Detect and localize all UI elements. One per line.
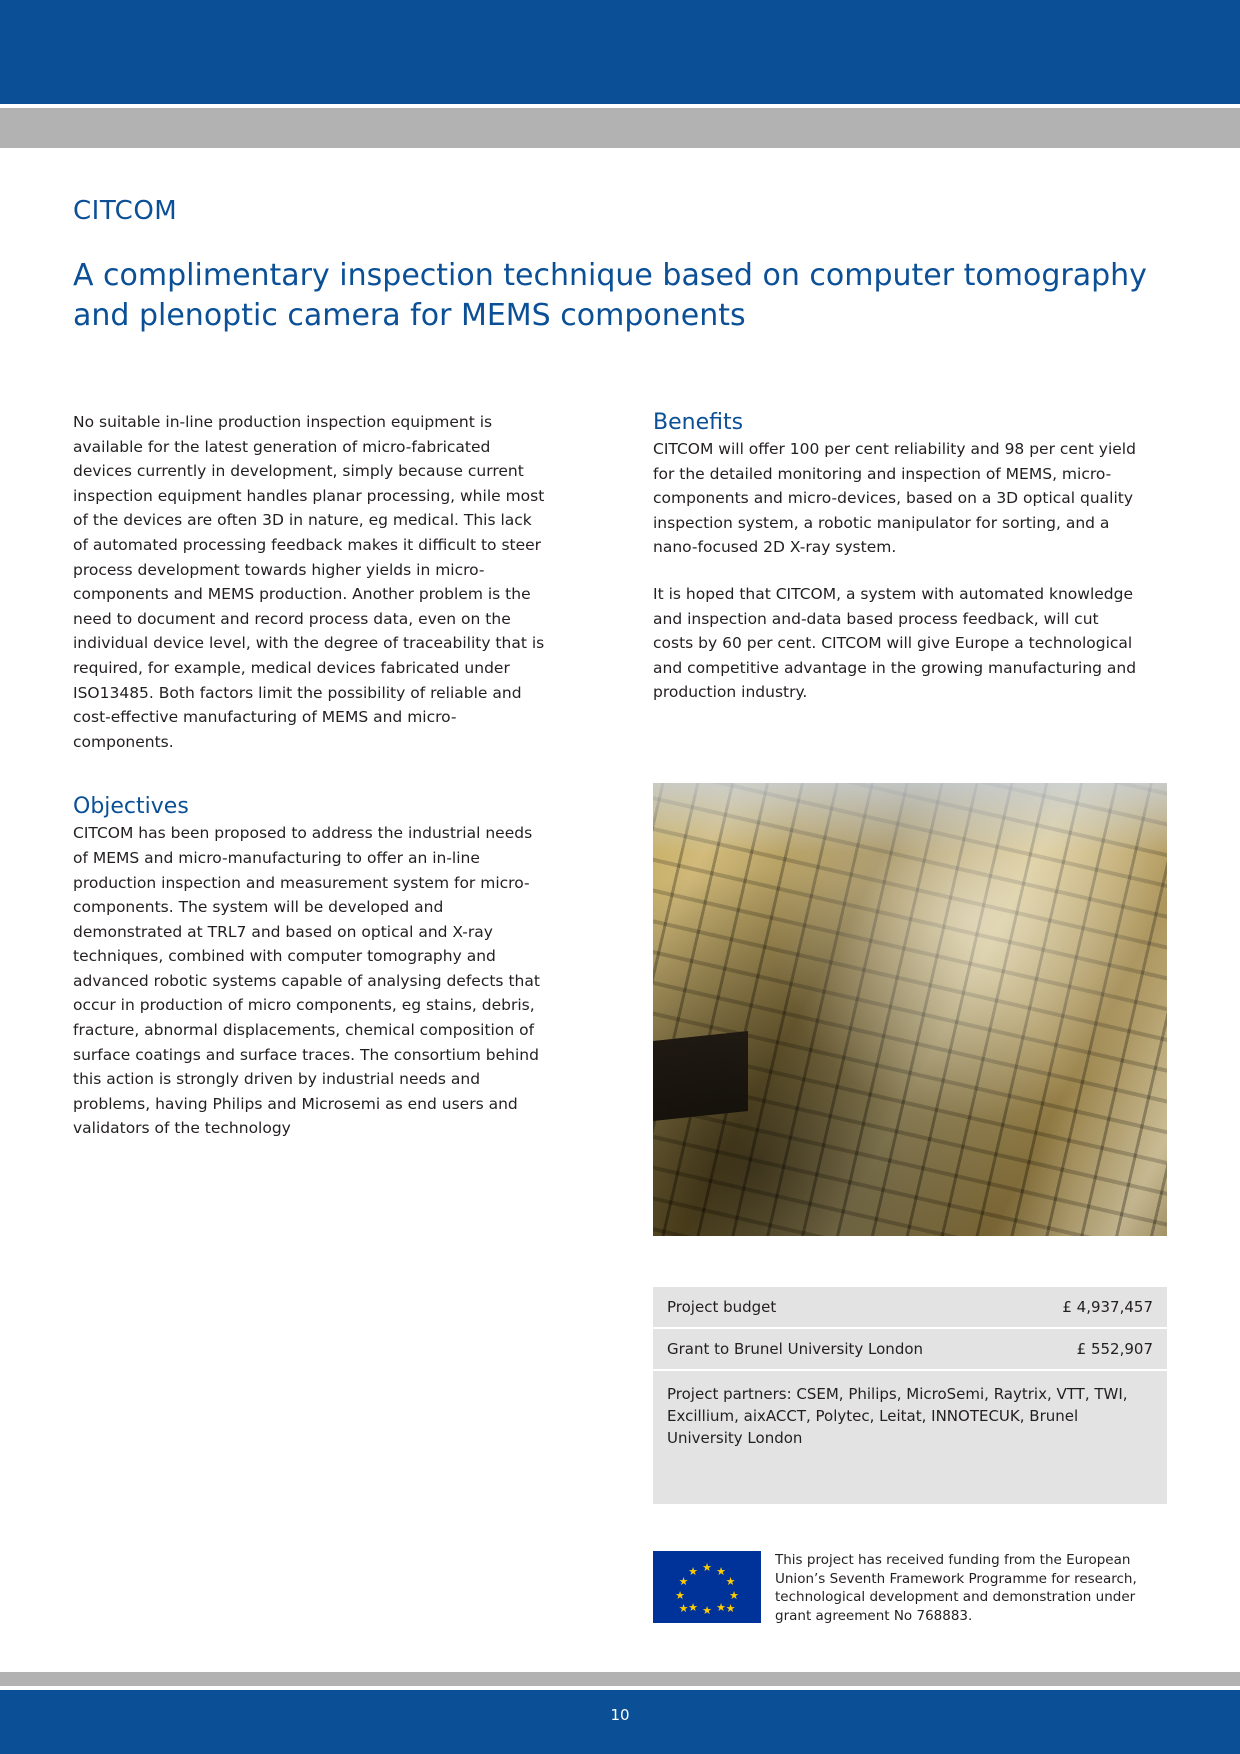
budget-table bbox=[653, 1287, 1167, 1504]
microchip-wafer-photo bbox=[653, 783, 1167, 1236]
photo-top-blur bbox=[653, 783, 1167, 853]
benefits-paragraph-2: It is hoped that CITCOM, a system with automated knowledge and inspection and-data based process feedback, will cut costs by 60 per cent. CITCOM will give Europe a technological and competitive advantage in the growing manufacturing and production industry. bbox=[653, 584, 1137, 702]
grant-label: Grant to Brunel University London bbox=[667, 1340, 924, 1358]
intro-paragraph: No suitable in-line production inspection equipment is available for the latest generation of micro-fabricated devices currently in development, simply because current inspection equipment handles planar processing, while most of the devices are often 3D in nature, eg medical. This lack of automated processing feedback makes it difficult to steer process development towards higher yields in micro-components and MEMS production. Another problem is the need to document and record process data, even on the individual device level, with the degree of traceability that is required, for example, medical devices fabricated under ISO13485. Both factors limit the possibility of reliable and cost-effective manufacturing of MEMS and micro-components. bbox=[73, 413, 545, 751]
grant-value: £ 552,907 bbox=[1076, 1340, 1153, 1358]
header-blue-band bbox=[0, 0, 1240, 104]
european-union-flag-icon: ★ ★ ★ ★ ★ ★ ★ ★ ★ ★ ★ ★ bbox=[653, 1551, 761, 1623]
funding-statement bbox=[653, 1551, 1167, 1625]
left-column bbox=[73, 410, 548, 1141]
benefits-paragraph-1: CITCOM will offer 100 per cent reliability and 98 per cent yield for the detailed monitoring and inspection of MEMS, micro-components and micro-devices, based on a 3D optical quality inspection system, a robotic manipulator for sorting, and a nano-focused 2D X-ray system. bbox=[653, 440, 1136, 557]
footer-grey-band bbox=[0, 1672, 1240, 1686]
objectives-heading: Objectives bbox=[73, 794, 189, 820]
budget-value: £ 4,937,457 bbox=[1062, 1298, 1153, 1316]
page-number: 10 bbox=[610, 1706, 630, 1724]
header-grey-band bbox=[0, 108, 1240, 148]
objectives-paragraph: CITCOM has been proposed to address the industrial needs of MEMS and micro-manufacturing to offer an in-line production inspection and measurement system for micro-components. The system will be developed and demonstrated at TRL7 and based on optical and X-ray techniques, combined with computer tomography and advanced robotic systems capable of analysing defects that occur in production of micro components, eg stains, debris, fracture, abnormal displacements, chemical composition of surface coatings and surface traces. The consortium behind this action is strongly driven by industrial needs and problems, having Philips and Microsemi as end users and validators of the technology bbox=[73, 824, 540, 1138]
table-row bbox=[653, 1329, 1167, 1371]
budget-label: Project budget bbox=[667, 1298, 777, 1316]
benefits-heading: Benefits bbox=[653, 410, 744, 435]
project-code: CITCOM bbox=[73, 196, 178, 226]
funding-text: This project has received funding from the European Union’s Seventh Framework Programme for research, technological development and demonstration under grant agreement No 768883. bbox=[775, 1552, 1137, 1624]
page-title: A complimentary inspection technique based on computer tomography and plenoptic camera for MEMS components bbox=[73, 258, 1147, 333]
title-block bbox=[73, 196, 1167, 336]
objectives-block bbox=[73, 794, 548, 1141]
right-column bbox=[653, 410, 1140, 705]
project-partners: Project partners: CSEM, Philips, MicroSemi, Raytrix, VTT, TWI, Excillium, aixACCT, Polytec, Leitat, INNOTECUK, Brunel University London bbox=[653, 1371, 1167, 1504]
table-row bbox=[653, 1287, 1167, 1329]
